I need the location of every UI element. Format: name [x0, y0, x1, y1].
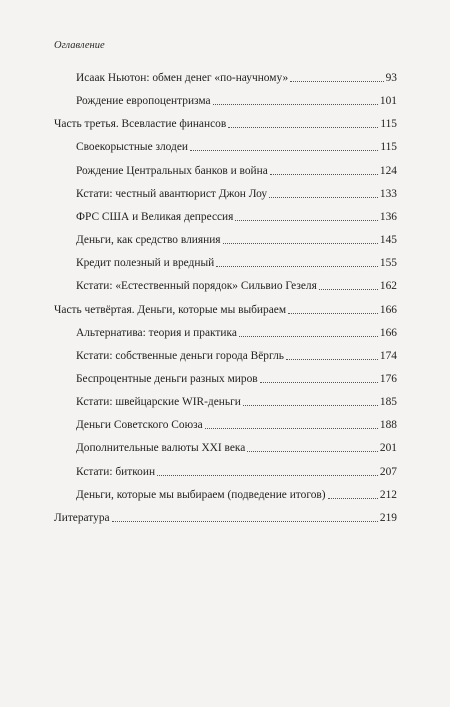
toc-entry-title: Кстати: «Естественный порядок» Сильвио Гезеля — [76, 280, 317, 293]
toc-part-entry[interactable] — [54, 509, 397, 525]
toc-entry[interactable] — [76, 208, 397, 224]
dot-leader — [235, 220, 378, 221]
toc-entry-title: Рождение европоцентризма — [76, 95, 211, 108]
toc-page-number: 176 — [379, 372, 397, 385]
toc-entry-title: Рождение Центральных банков и война — [76, 164, 268, 177]
dot-leader — [269, 197, 378, 198]
toc-page-number: 166 — [379, 303, 397, 316]
toc-page-number: 166 — [379, 326, 397, 339]
toc-entry[interactable] — [76, 92, 397, 108]
dot-leader — [288, 313, 378, 314]
toc-entry-title: Кстати: биткоин — [76, 465, 156, 478]
toc-entry-title: Альтернатива: теория и практика — [76, 326, 237, 339]
toc-entry[interactable] — [76, 254, 397, 270]
toc-entry-title: Кстати: швейцарские WIR-деньги — [76, 396, 241, 409]
dot-leader — [190, 150, 378, 151]
dot-leader — [319, 289, 378, 290]
toc-entry[interactable] — [76, 463, 397, 479]
toc-page-number: 201 — [379, 442, 397, 455]
toc-page-number: 162 — [379, 280, 397, 293]
toc-entry-title: Кстати: честный авантюрист Джон Лоу — [76, 187, 268, 200]
running-head: Оглавление — [54, 40, 105, 51]
toc-entry[interactable] — [76, 486, 397, 502]
toc-entry[interactable] — [76, 185, 397, 201]
dot-leader — [286, 359, 378, 360]
dot-leader — [213, 104, 378, 105]
toc-entry[interactable] — [76, 439, 397, 455]
toc-entry[interactable] — [76, 393, 397, 409]
toc-entry[interactable] — [76, 347, 397, 363]
dot-leader — [290, 81, 383, 82]
toc-entry[interactable] — [76, 277, 397, 293]
dot-leader — [247, 451, 378, 452]
dot-leader — [270, 174, 378, 175]
toc-entry-title: Кредит полезный и вредный — [76, 257, 215, 270]
dot-leader — [243, 405, 378, 406]
dot-leader — [112, 521, 378, 522]
dot-leader — [223, 243, 378, 244]
toc-page-number: 188 — [379, 419, 397, 432]
toc-page-number: 101 — [379, 95, 397, 108]
toc-entry[interactable] — [76, 138, 397, 154]
toc-entry-title: Литература — [54, 511, 110, 524]
toc-entry-title: Исаак Ньютон: обмен денег «по-научному» — [76, 72, 289, 84]
dot-leader — [328, 498, 378, 499]
toc-entry-title: Деньги, как средство влияния — [76, 234, 221, 247]
toc-entry[interactable] — [76, 416, 397, 432]
toc-entry-title: Дополнительные валюты XXI века — [76, 442, 246, 455]
toc-entry-title: Часть четвёртая. Деньги, которые мы выбираем — [54, 303, 287, 316]
toc-part-entry[interactable] — [54, 115, 397, 131]
toc-entry-title: Беспроцентные деньги разных миров — [76, 372, 258, 385]
toc-page-number: 155 — [379, 257, 397, 270]
toc-page-number: 174 — [379, 349, 397, 362]
dot-leader — [157, 475, 378, 476]
toc-entry-title: Своекорыстные злодеи — [76, 141, 188, 154]
toc-page-number: 136 — [379, 210, 397, 223]
toc-entry-title: Часть третья. Всевластие финансов — [54, 118, 227, 131]
dot-leader — [228, 127, 378, 128]
toc-page-number: 133 — [379, 187, 397, 200]
toc-page-number: 124 — [379, 164, 397, 177]
toc-entry[interactable] — [76, 324, 397, 340]
toc-entry[interactable] — [76, 69, 397, 85]
toc-entry-title: Кстати: собственные деньги города Вёргль — [76, 349, 284, 362]
toc-entry-title: ФРС США и Великая депрессия — [76, 210, 234, 223]
toc-page-number: 185 — [379, 396, 397, 409]
toc-entry[interactable] — [76, 231, 397, 247]
dot-leader — [260, 382, 378, 383]
dot-leader — [216, 266, 378, 267]
toc-part-entry[interactable] — [54, 301, 397, 317]
toc-page-number: 115 — [380, 141, 397, 154]
dot-leader — [205, 428, 378, 429]
toc-page-number: 115 — [380, 118, 397, 131]
toc-page-number: 219 — [379, 511, 397, 524]
toc-entry[interactable] — [76, 370, 397, 386]
toc-page-number: 212 — [379, 488, 397, 501]
toc-entry[interactable] — [76, 162, 397, 178]
dot-leader — [239, 336, 378, 337]
toc-page-number: 145 — [379, 234, 397, 247]
toc-entry-title: Деньги Советского Союза — [76, 419, 203, 432]
toc-page-number: 207 — [379, 465, 397, 478]
toc-entry-title: Деньги, которые мы выбираем (подведение итогов) — [76, 488, 326, 501]
toc-page-number: 93 — [385, 72, 397, 84]
